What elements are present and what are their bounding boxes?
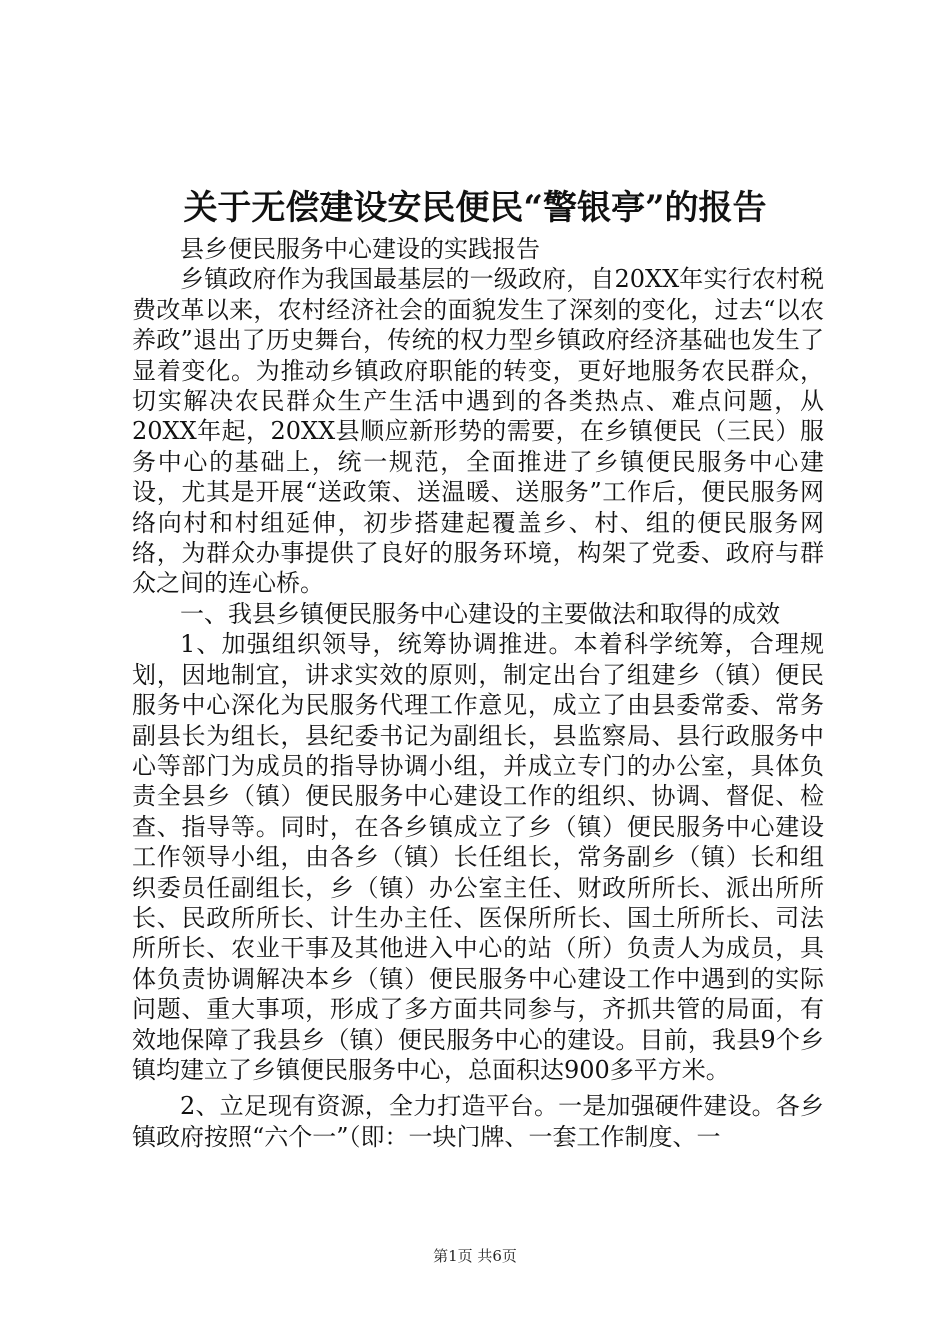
document-title: 关于无偿建设安民便民“警银亭”的报告: [183, 188, 767, 228]
intro-paragraph: 乡镇政府作为我国最基层的一级政府，自20XX年实行农村税费改革以来，农村经济社会的面貌发生了深刻的变化，过去“以农养政”退出了历史舞台，传统的权力型乡镇政府经济基础也发生了显着变化。为推动乡镇政府职能的转变，更好地服务农民群众，切实解决农民群众生产生活中遇到的各类热点、难点问题，从20XX年起，20XX县顺应新形势的需要，在乡镇便民（三民）服务中心的基础上，统一规范，全面推进了乡镇便民服务中心建设，尤其是开展“送政策、送温暖、送服务”工作后，便民服务网络向村和村组延伸，初步搭建起覆盖乡、村、组的便民服务网络，为群众办事提供了良好的服务环境，构架了党委、政府与群众之间的连心桥。: [132, 265, 824, 598]
subtitle-paragraph: 县乡便民服务中心建设的实践报告: [180, 235, 540, 263]
document-body: [132, 234, 824, 1152]
page-number: 第1页 共6页: [433, 1247, 517, 1265]
section-heading: 一、我县乡镇便民服务中心建设的主要做法和取得的成效: [180, 599, 780, 628]
point-two-paragraph: 2、立足现有资源，全力打造平台。一是加强硬件建设。各乡镇政府按照“六个一”（即：一块门牌、一套工作制度、一: [132, 1092, 824, 1151]
point-one-paragraph: 1、加强组织领导，统筹协调推进。本着科学统筹，合理规划，因地制宜，讲求实效的原则，制定出台了组建乡（镇）便民服务中心深化为民服务代理工作意见，成立了由县委常委、常务副县长为组长，县纪委书记为副组长，县监察局、县行政服务中心等部门为成员的指导协调小组，并成立专门的办公室，具体负责全县乡（镇）便民服务中心建设工作的组织、协调、督促、检查、指导等。同时，在各乡镇成立了乡（镇）便民服务中心建设工作领导小组，由各乡（镇）长任组长，常务副乡（镇）长和组织委员任副组长，乡（镇）办公室主任、财政所所长、派出所所长、民政所所长、计生办主任、医保所所长、国土所所长、司法所所长、农业干事及其他进入中心的站（所）负责人为成员，具体负责协调解决本乡（镇）便民服务中心建设工作中遇到的实际问题、重大事项，形成了多方面共同参与，齐抓共管的局面，有效地保障了我县乡（镇）便民服务中心的建设。目前，我县9个乡镇均建立了乡镇便民服务中心，总面积达900多平方米。: [132, 630, 824, 1084]
